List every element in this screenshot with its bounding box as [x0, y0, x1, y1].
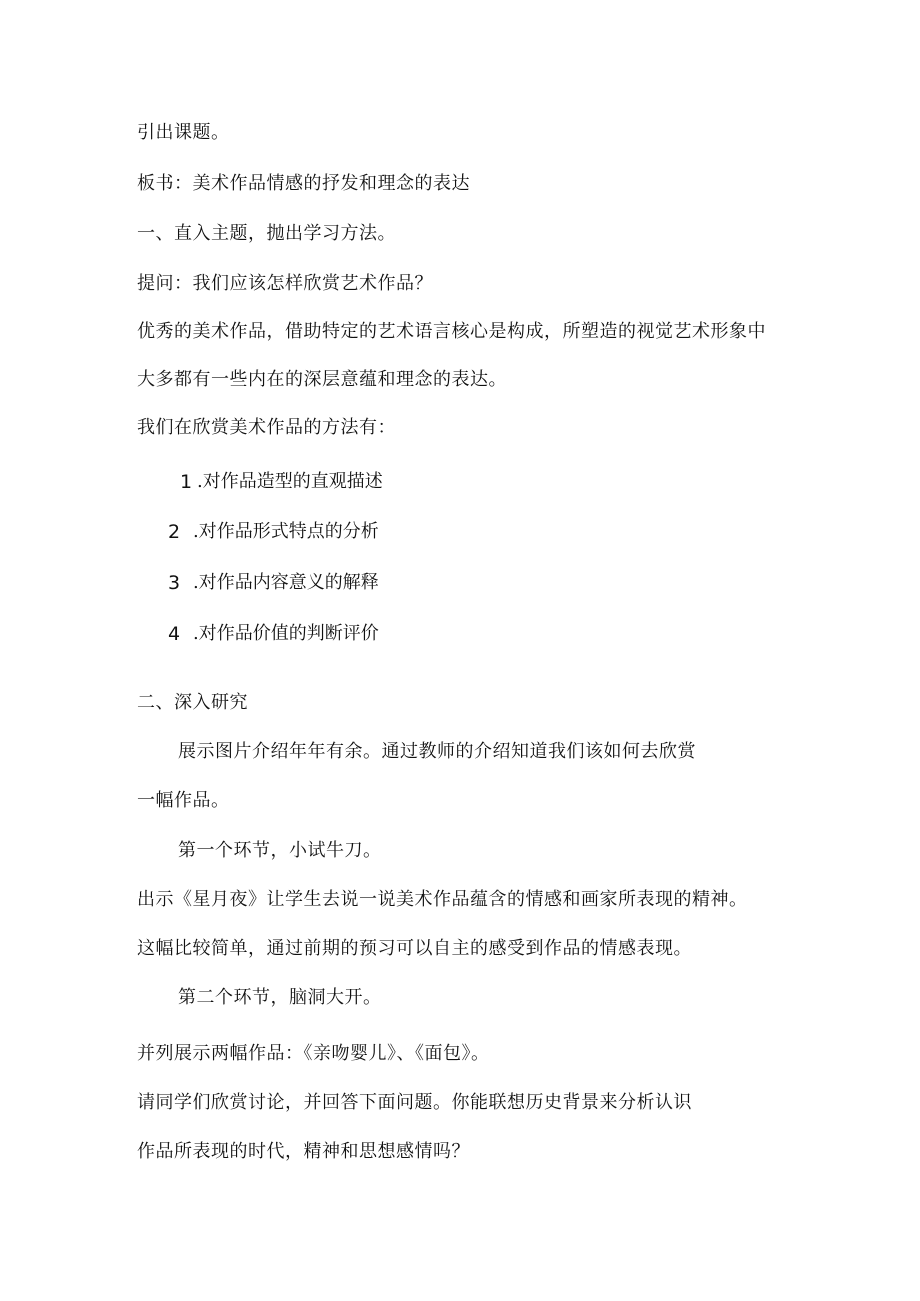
list-item-text: .对作品价值的判断评价 — [193, 623, 379, 644]
text-line-intro: 引出课题。 — [137, 122, 230, 143]
text-line-step2-c: 作品所表现的时代，精神和思想感情吗？ — [137, 1141, 470, 1162]
text-line-section2-p1a: 展示图片介绍年年有余。通过教师的介绍知道我们该如何去欣赏 — [178, 741, 696, 762]
list-item-number: 3 — [168, 572, 181, 594]
text-line-methods-intro: 我们在欣赏美术作品的方法有： — [137, 417, 396, 438]
list-item-text: .对作品内容意义的解释 — [193, 572, 379, 593]
text-line-step1-b: 这幅比较简单，通过前期的预习可以自主的感受到作品的情感表现。 — [137, 938, 692, 959]
text-line-step2-b: 请同学们欣赏讨论，并回答下面问题。你能联想历史背景来分析认识 — [137, 1092, 692, 1113]
text-line-question: 提问：我们应该怎样欣赏艺术作品？ — [137, 273, 433, 294]
text-line-step1-a: 出示《星月夜》让学生去说一说美术作品蕴含的情感和画家所表现的精神。 — [137, 889, 748, 910]
section-heading-1: 一、直入主题，抛出学习方法。 — [137, 223, 396, 244]
text-line-blackboard: 板书：美术作品情感的抒发和理念的表达 — [137, 173, 470, 194]
text-line-paragraph-1: 优秀的美术作品，借助特定的艺术语言核心是构成，所塑造的视觉艺术形象中 — [137, 321, 766, 342]
text-line-step2-a: 并列展示两幅作品：《亲吻婴儿》、《面包》。 — [137, 1043, 490, 1064]
list-item-number: 2 — [168, 521, 181, 543]
section-heading-2: 二、深入研究 — [137, 692, 248, 713]
text-line-paragraph-2: 大多都有一些内在的深层意蕴和理念的表达。 — [137, 369, 507, 390]
list-item-number: 4 — [168, 623, 181, 645]
list-item-text: .对作品形式特点的分析 — [193, 521, 379, 542]
text-line-step1-title: 第一个环节，小试牛刀。 — [178, 840, 382, 861]
text-line-step2-title: 第二个环节，脑洞大开。 — [178, 987, 382, 1008]
list-item-number: 1 — [180, 471, 193, 493]
list-item-text: .对作品造型的直观描述 — [197, 471, 383, 492]
text-line-section2-p1b: 一幅作品。 — [137, 790, 230, 811]
